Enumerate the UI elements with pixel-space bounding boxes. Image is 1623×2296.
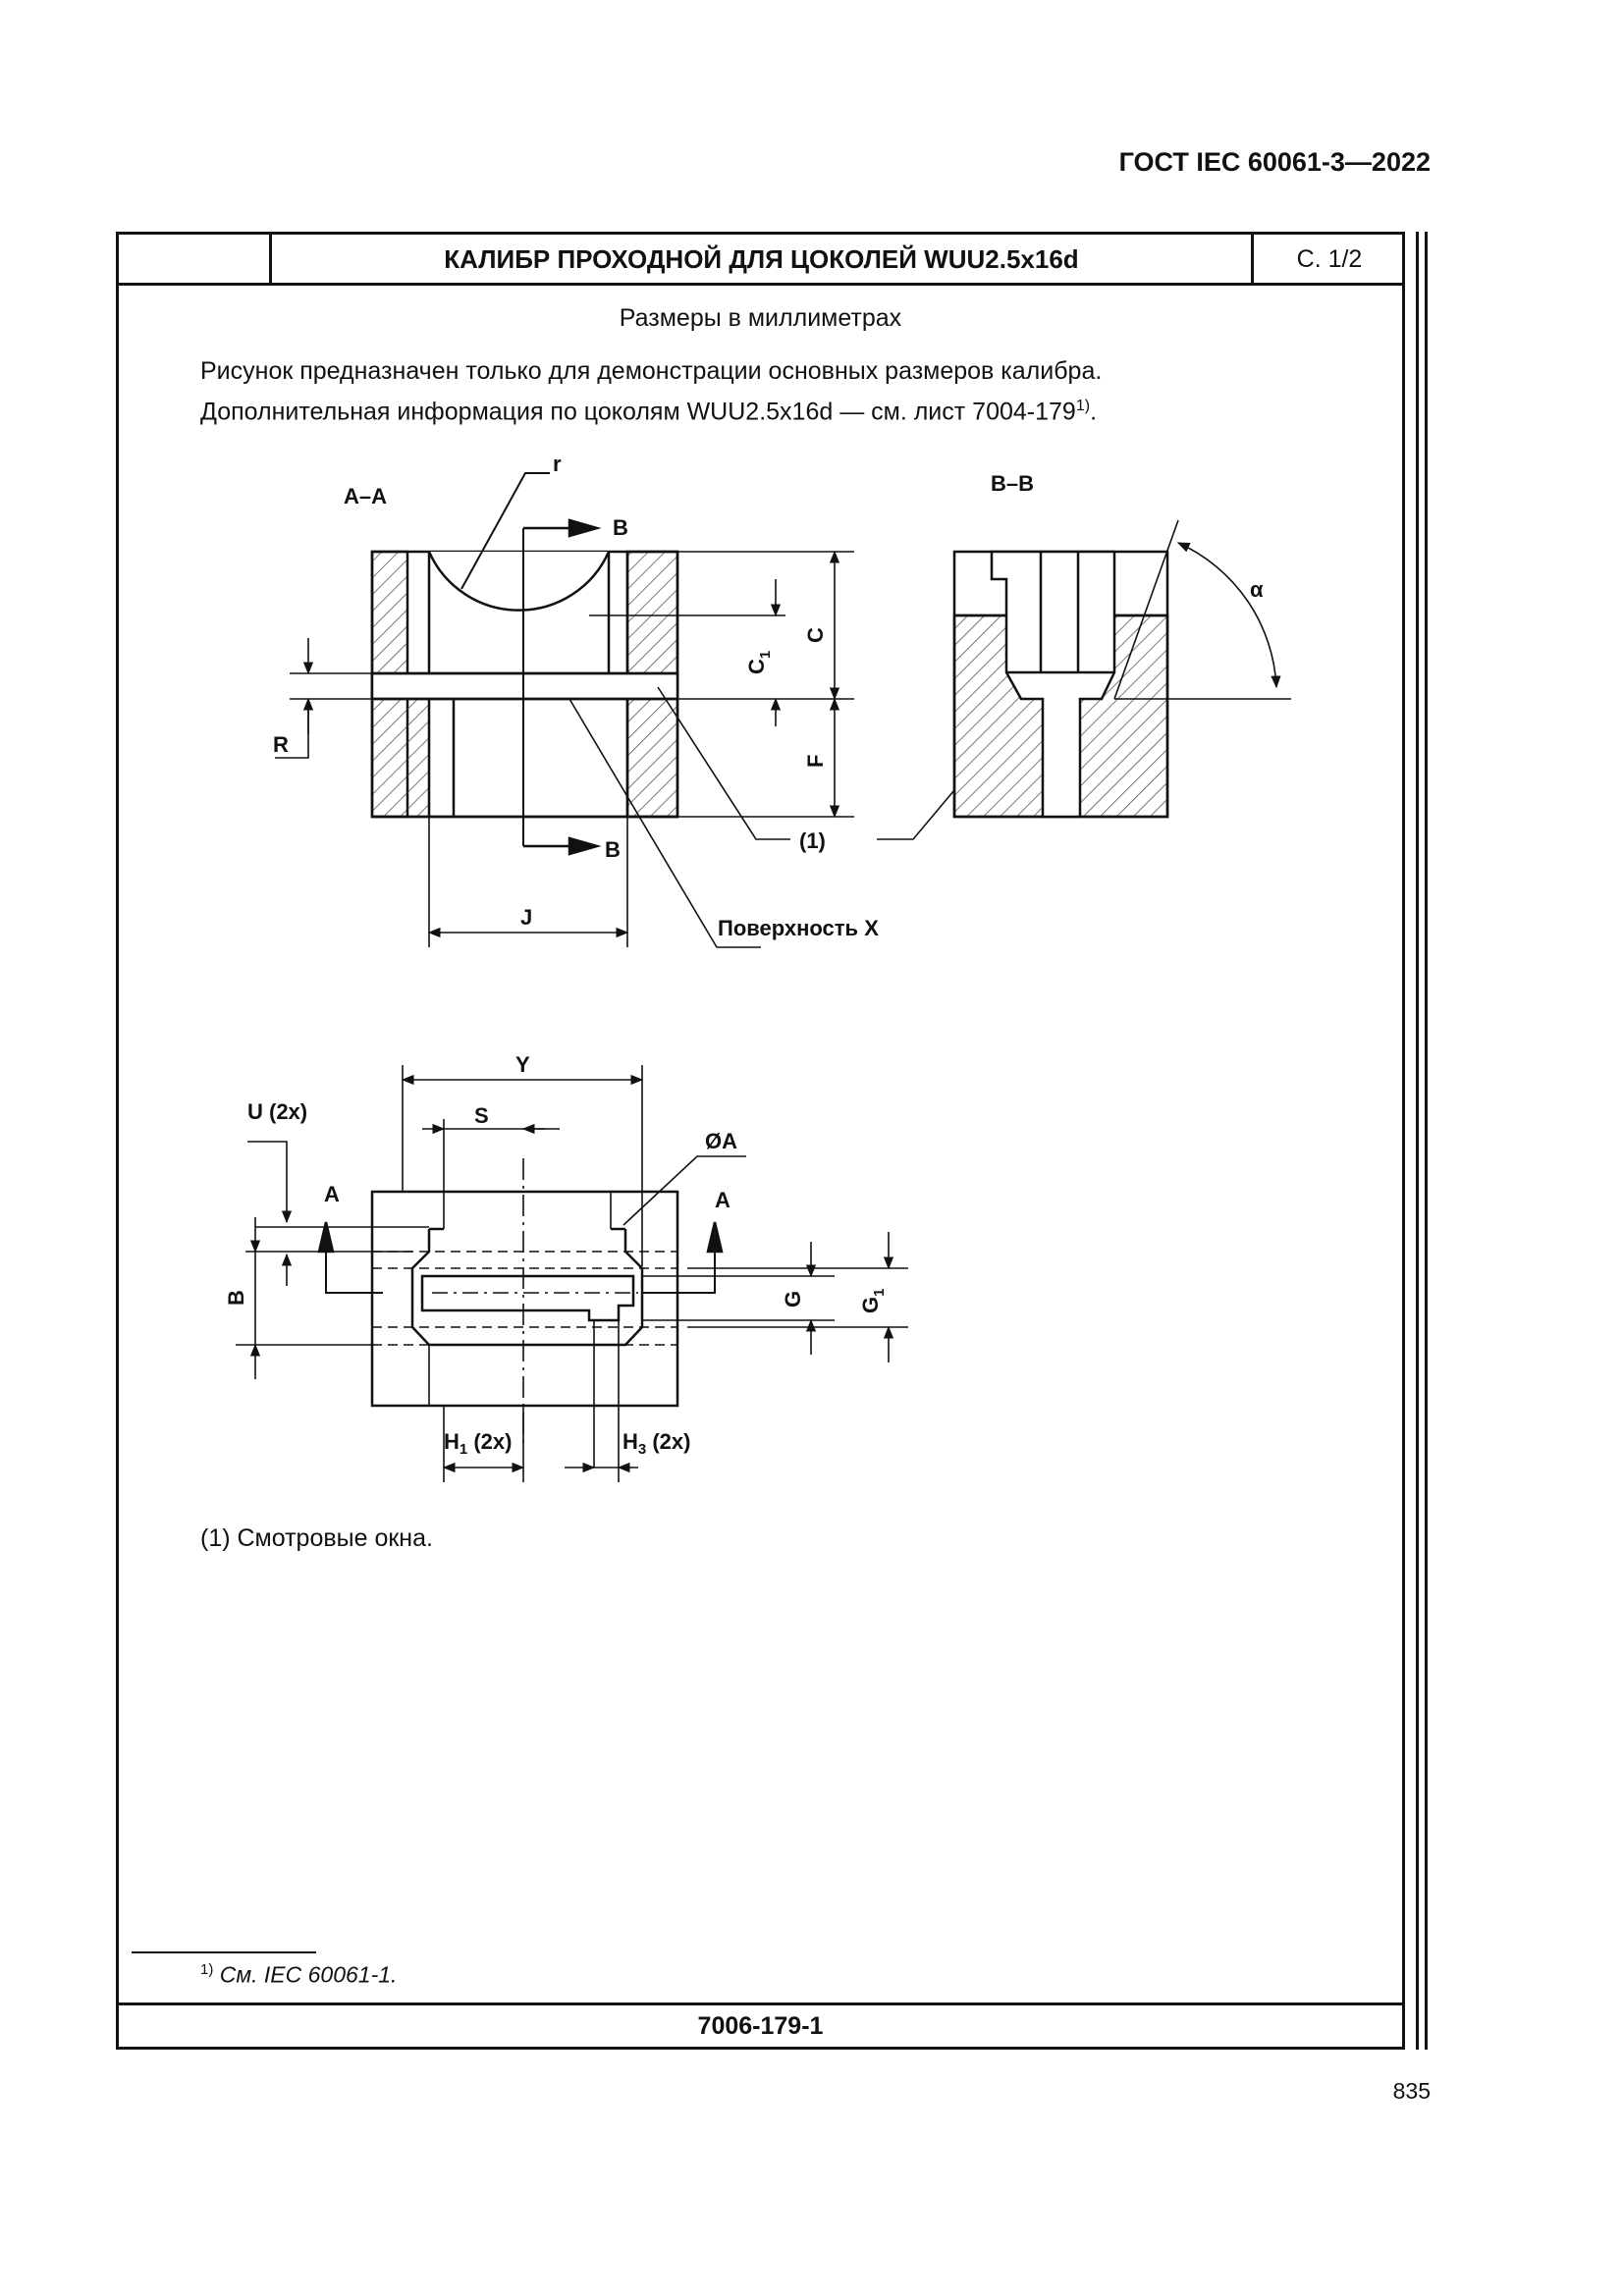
sheet-number: С. 1/2 [1296, 245, 1363, 273]
diameter-a-label: ØA [705, 1129, 737, 1153]
section-b-label-bottom: B [605, 837, 621, 862]
dim-h3-label: $H_3$ (2x) [622, 1429, 691, 1458]
footnote-rule [132, 1951, 316, 1953]
plan-view [236, 1065, 908, 1482]
intro-line-1: Рисунок предназначен только для демонстрации основных размеров калибра. [200, 357, 1103, 385]
units-note: Размеры в миллиметрах [619, 304, 902, 332]
dim-j-label: J [520, 905, 533, 930]
dim-r-label: R [273, 732, 289, 757]
intro-line-2: Дополнительная информация по цоколям WUU2.5x16d — см. лист 7004-179$^{1)}$. [200, 398, 1098, 426]
section-aa-label: A–A [344, 484, 388, 508]
radius-r-label: r [553, 452, 562, 476]
sheet-title: КАЛИБР ПРОХОДНОЙ ДЛЯ ЦОКОЛЕЙ WUU2.5x16d [444, 244, 1079, 274]
section-a-label-left: A [324, 1182, 340, 1206]
section-a-label-right: A [715, 1188, 730, 1212]
section-aa-view [275, 473, 1041, 947]
sheet-code: 7006-179-1 [697, 2012, 824, 2040]
page-number: 835 [1392, 2078, 1431, 2104]
legend-note: (1) Смотровые окна. [200, 1524, 433, 1552]
dim-g1-label: $G_1$ [858, 1288, 888, 1313]
section-b-label-top: B [613, 515, 628, 540]
dim-b-label: B [224, 1290, 248, 1306]
dim-s-label: S [474, 1103, 489, 1128]
surface-x-label: Поверхность X [718, 916, 879, 940]
angle-alpha-label: α [1250, 577, 1264, 602]
section-bb-view [954, 520, 1291, 817]
dim-c1-label: $C_1$ [744, 650, 774, 674]
viewing-window-label: (1) [799, 828, 826, 853]
section-bb-label: B–B [991, 471, 1035, 496]
dim-y-label: Y [515, 1052, 530, 1077]
dim-c-label: C [803, 627, 828, 643]
dim-g-label: G [781, 1290, 805, 1308]
dim-u-label: U (2x) [247, 1099, 308, 1124]
dim-h1-label: $H_1$ (2x) [444, 1429, 513, 1458]
document-id: ГОСТ IEC 60061-3—2022 [1118, 147, 1431, 177]
footnote: $^{1)}$ См. IEC 60061-1. [200, 1961, 398, 1988]
dim-f-label: F [803, 754, 828, 768]
